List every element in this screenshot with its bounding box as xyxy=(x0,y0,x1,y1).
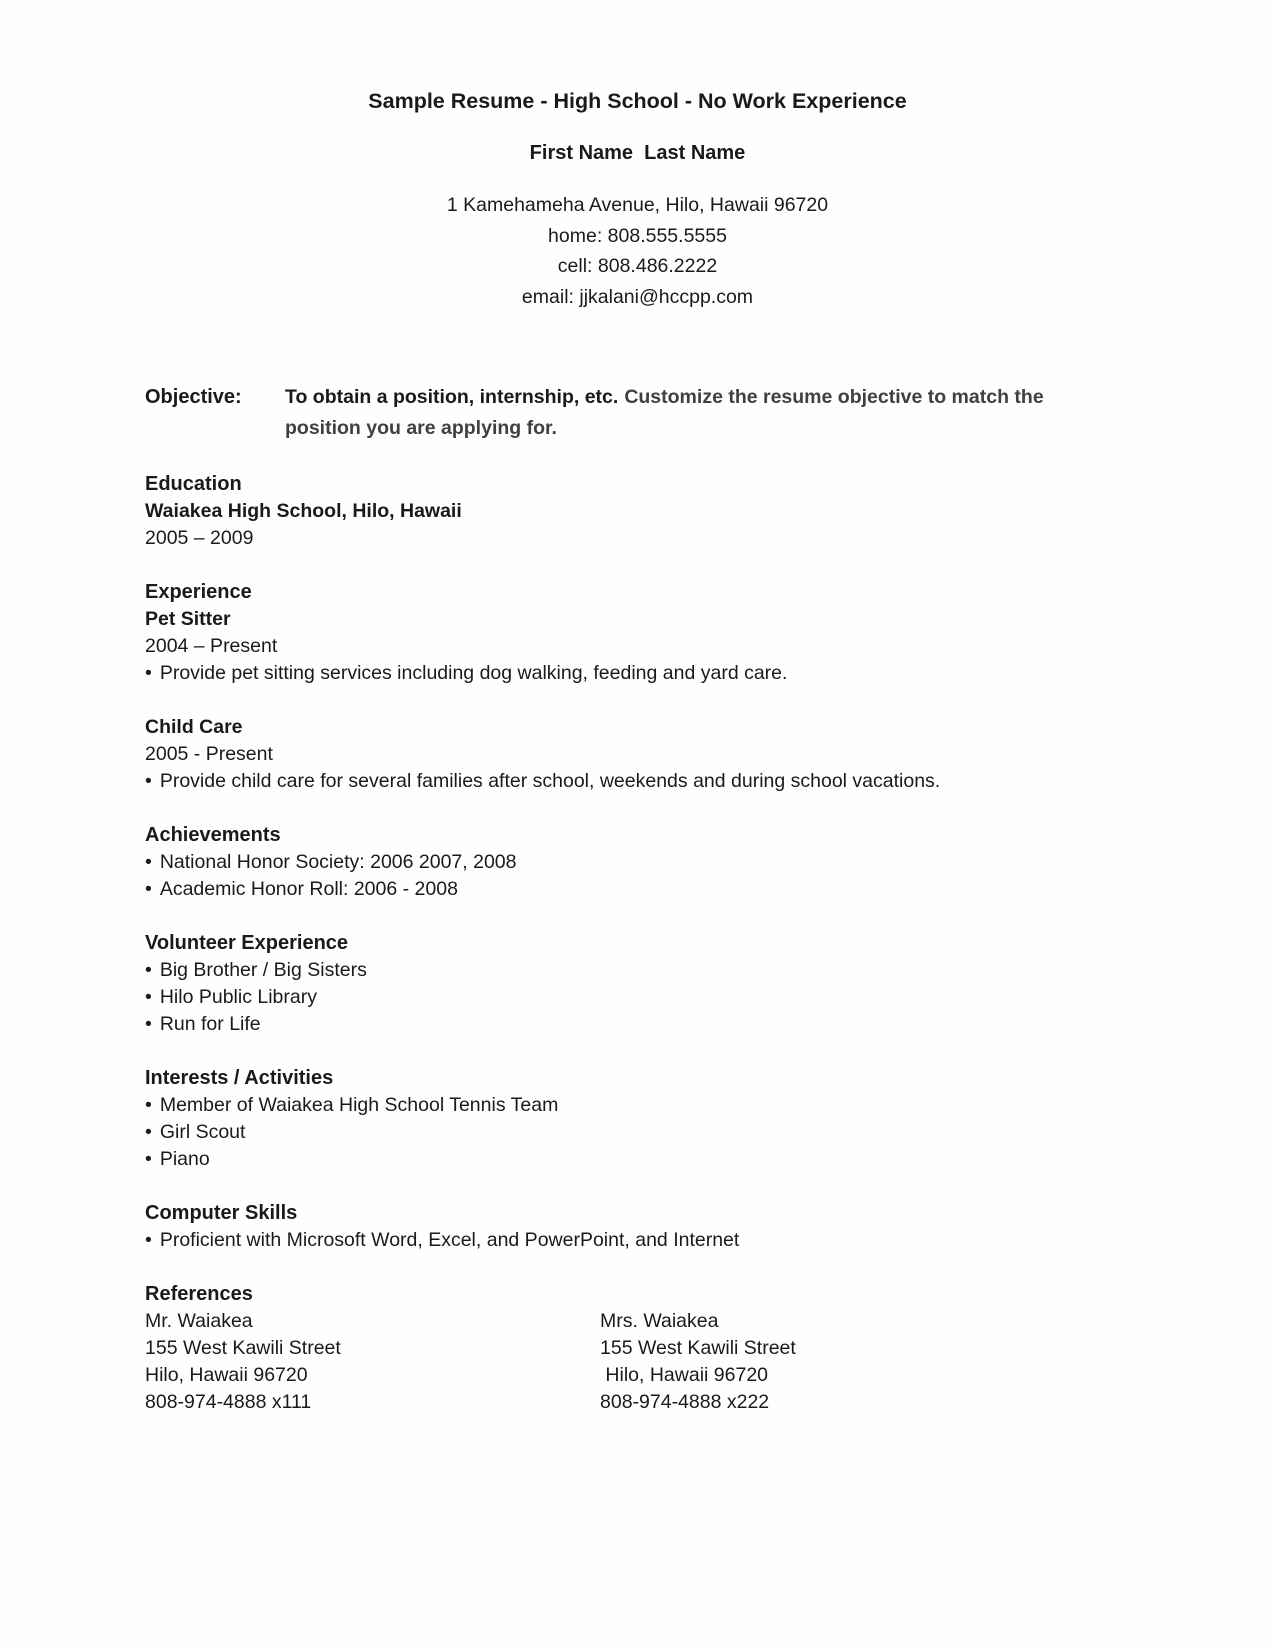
reference-entry xyxy=(600,1308,1055,1416)
bullet-item xyxy=(145,1227,1130,1254)
job-child-care xyxy=(145,714,1130,795)
reference-entry xyxy=(145,1308,600,1416)
section-objective xyxy=(145,382,1130,444)
cell-phone-line: cell: 808.486.2222 xyxy=(557,255,718,277)
home-phone-line: home: 808.555.5555 xyxy=(548,224,727,247)
section-interests xyxy=(145,1065,1130,1173)
education-school: Waiakea High School, Hilo, Hawaii xyxy=(145,500,462,522)
document-title: Sample Resume - High School - No Work Experience xyxy=(368,89,907,113)
bullet-text: Hilo Public Library xyxy=(159,986,317,1008)
address-line: 1 Kamehameha Avenue, Hilo, Hawaii 96720 xyxy=(446,194,829,216)
references-heading: References xyxy=(145,1283,253,1305)
bullet-item xyxy=(145,1092,1130,1119)
bullet-marker: • xyxy=(145,770,152,792)
objective-note-part2: position you are applying for. xyxy=(285,417,557,439)
bullet-text: Big Brother / Big Sisters xyxy=(159,959,367,981)
section-volunteer xyxy=(145,930,1130,1038)
section-achievements xyxy=(145,822,1130,903)
bullet-text: National Honor Society: 2006 2007, 2008 xyxy=(159,851,517,873)
job-dates: 2004 – Present xyxy=(145,635,278,657)
bullet-item xyxy=(145,1146,1130,1173)
bullet-text: Member of Waiakea High School Tennis Team xyxy=(159,1094,559,1116)
objective-line-1 xyxy=(285,382,1130,413)
bullet-marker: • xyxy=(145,1013,152,1035)
references-columns xyxy=(145,1308,1130,1416)
bullet-marker: • xyxy=(145,1229,152,1251)
section-references xyxy=(145,1281,1130,1416)
reference-street: 155 West Kawili Street xyxy=(145,1337,341,1359)
interests-heading: Interests / Activities xyxy=(145,1067,334,1089)
experience-heading: Experience xyxy=(145,581,252,603)
bullet-item xyxy=(145,849,1130,876)
bullet-marker: • xyxy=(145,878,152,900)
section-computer-skills xyxy=(145,1200,1130,1254)
achievements-heading: Achievements xyxy=(145,824,281,846)
education-dates: 2005 – 2009 xyxy=(145,527,254,549)
bullet-text: Provide pet sitting services including dog walking, feeding and yard care. xyxy=(159,662,788,684)
bullet-text: Proficient with Microsoft Word, Excel, and PowerPoint, and Internet xyxy=(159,1229,740,1251)
bullet-item xyxy=(145,768,1130,795)
section-education xyxy=(145,471,1130,552)
computer-skills-heading: Computer Skills xyxy=(145,1202,298,1224)
reference-name: Mrs. Waiakea xyxy=(600,1310,719,1332)
email-line: email: jjkalani@hccpp.com xyxy=(521,285,754,308)
education-heading: Education xyxy=(145,473,242,495)
person-name: First Name Last Name xyxy=(529,142,746,164)
job-title: Child Care xyxy=(145,716,243,738)
objective-note-part1: Customize the resume objective to match the xyxy=(624,386,1044,408)
reference-city: Hilo, Hawaii 96720 xyxy=(145,1364,308,1386)
reference-name: Mr. Waiakea xyxy=(145,1310,253,1332)
reference-city: Hilo, Hawaii 96720 xyxy=(600,1364,769,1386)
bullet-text: Academic Honor Roll: 2006 - 2008 xyxy=(159,878,458,900)
bullet-marker: • xyxy=(145,986,152,1008)
bullet-item xyxy=(145,1011,1130,1038)
objective-label: Objective: xyxy=(145,386,242,408)
bullet-text: Run for Life xyxy=(159,1013,261,1035)
bullet-item xyxy=(145,1119,1130,1146)
job-dates: 2005 - Present xyxy=(145,743,273,765)
bullet-marker: • xyxy=(145,1121,152,1143)
bullet-item xyxy=(145,876,1130,903)
section-experience xyxy=(145,579,1130,795)
objective-lead: To obtain a position, internship, etc. xyxy=(285,386,619,408)
bullet-text: Girl Scout xyxy=(159,1121,246,1143)
bullet-marker: • xyxy=(145,851,152,873)
bullet-item xyxy=(145,660,1130,687)
bullet-marker: • xyxy=(145,1094,152,1116)
bullet-text: Piano xyxy=(159,1148,210,1170)
bullet-text: Provide child care for several families after school, weekends and during school vacations. xyxy=(159,770,941,792)
reference-phone: 808-974-4888 x222 xyxy=(600,1391,770,1413)
objective-text xyxy=(285,382,1130,444)
reference-street: 155 West Kawili Street xyxy=(600,1337,796,1359)
job-title: Pet Sitter xyxy=(145,608,231,630)
contact-block xyxy=(145,190,1130,312)
bullet-marker: • xyxy=(145,662,152,684)
bullet-marker: • xyxy=(145,959,152,981)
reference-phone: 808-974-4888 x111 xyxy=(145,1391,312,1413)
bullet-marker: • xyxy=(145,1148,152,1170)
volunteer-heading: Volunteer Experience xyxy=(145,932,349,954)
bullet-item xyxy=(145,984,1130,1011)
bullet-item xyxy=(145,957,1130,984)
